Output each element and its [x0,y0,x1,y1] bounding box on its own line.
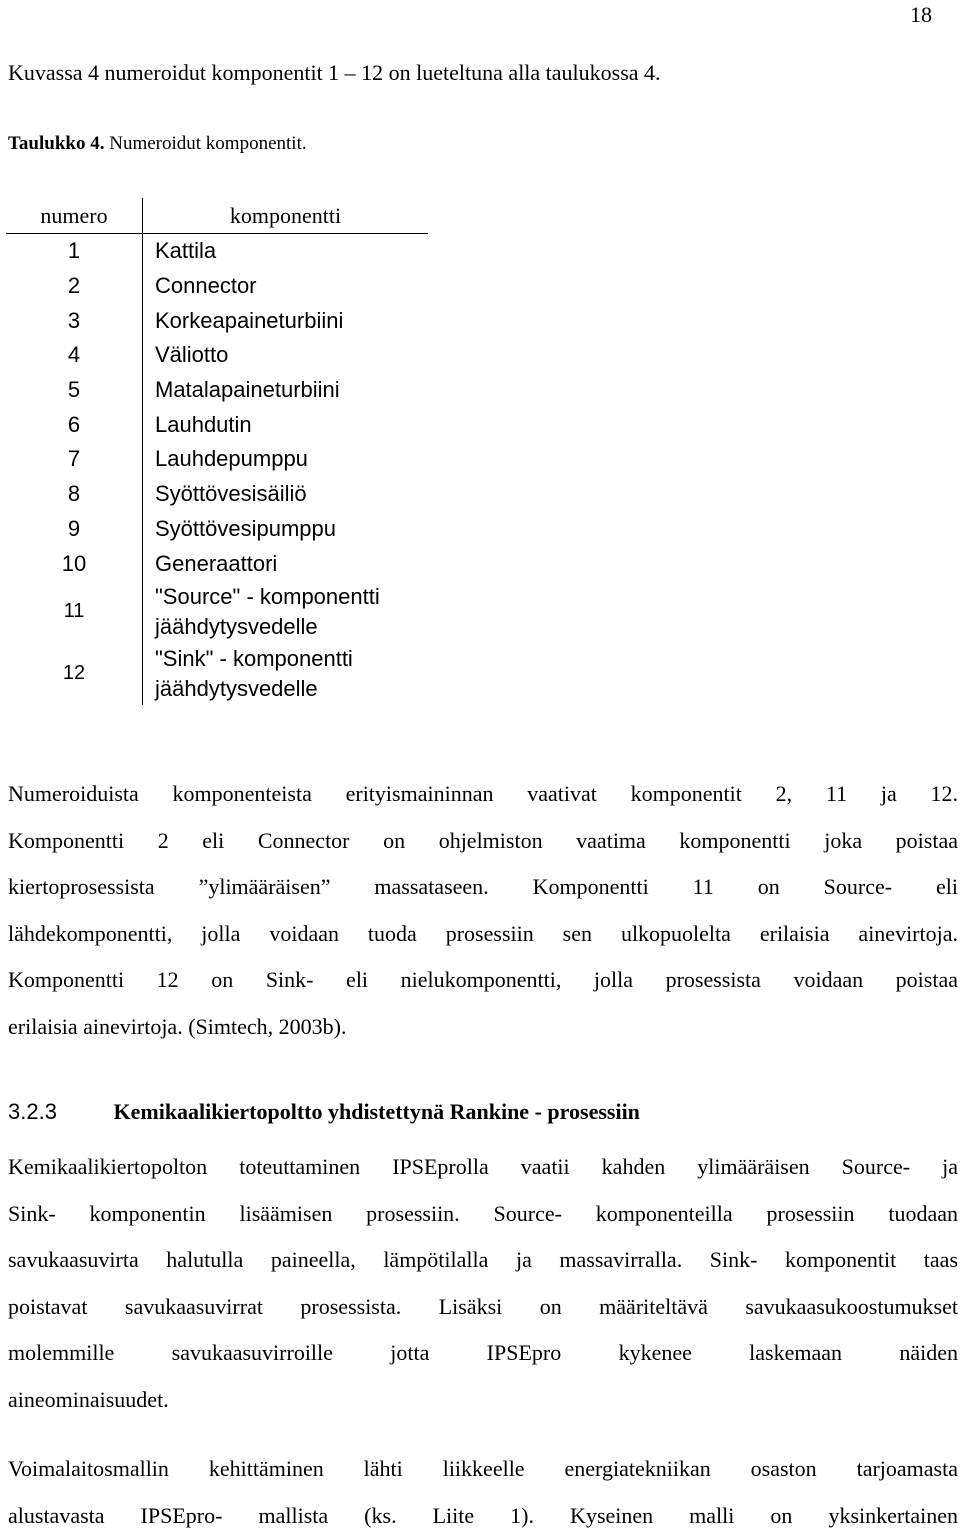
table-row [6,581,428,643]
row-number: 10 [6,551,142,577]
paragraph-line: Numeroiduista komponenteista erityismaininnan vaativat komponentit 2, 11 ja 12. [8,771,958,818]
row-number: 11 [6,600,142,623]
row-number: 7 [6,446,142,472]
row-number: 6 [6,412,142,438]
row-number: 4 [6,342,142,368]
paragraph-chemical-looping [8,1144,958,1423]
paragraph-line: savukaasuvirta halutulla paineella, lämpötilalla ja massavirralla. Sink- komponentit taas [8,1237,958,1284]
row-component: Kattila [142,234,428,269]
table-row [6,338,428,373]
table-caption [8,133,307,155]
table-caption-label: Taulukko 4. [8,133,104,154]
page-number: 18 [910,2,932,28]
section-title: Kemikaalikiertopoltto yhdistettynä Rankine - prosessiin [114,1099,640,1124]
row-component: Lauhdutin [142,407,428,442]
row-component-line: "Source" - komponentti [155,582,428,612]
row-component: Väliotto [142,338,428,373]
row-number: 5 [6,377,142,403]
row-number: 12 [6,662,142,685]
row-number: 1 [6,238,142,264]
paragraph-line: Kemikaalikiertopolton toteuttaminen IPSEprolla vaatii kahden ylimääräisen Source- ja [8,1144,958,1191]
section-heading [8,1099,640,1125]
row-component: Lauhdepumppu [142,442,428,477]
row-number: 2 [6,273,142,299]
row-component: Syöttövesipumppu [142,512,428,547]
row-component: Korkeapaineturbiini [142,303,428,338]
row-component-line: jäähdytysvedelle [155,674,428,704]
paragraph-line: aineominaisuudet. [8,1377,958,1424]
table-body [6,234,428,705]
row-component: Matalapaineturbiini [142,373,428,408]
table-row [6,303,428,338]
paragraph-line: molemmille savukaasuvirroille jotta IPSEpro kykenee laskemaan näiden [8,1330,958,1377]
row-component: Connector [142,269,428,304]
table-row [6,407,428,442]
paragraph-line: Komponentti 12 on Sink- eli nielukomponentti, jolla prosessista voidaan poistaa [8,957,958,1004]
table-row [6,643,428,705]
table-row [6,269,428,304]
row-number: 3 [6,308,142,334]
row-component [142,643,428,705]
paragraph-special-components [8,771,958,1050]
table-row [6,442,428,477]
components-table [6,198,428,705]
paragraph-power-plant-model [8,1446,958,1539]
paragraph-line: erilaisia ainevirtoja. (Simtech, 2003b). [8,1004,958,1051]
row-component-line: "Sink" - komponentti [155,644,428,674]
table-row [6,477,428,512]
paragraph-line: lähdekomponentti, jolla voidaan tuoda prosessiin sen ulkopuolelta erilaisia ainevirtoja. [8,911,958,958]
section-number: 3.2.3 [8,1099,108,1125]
intro-text: Kuvassa 4 numeroidut komponentit 1 – 12 on lueteltuna alla taulukossa 4. [8,60,661,86]
row-number: 8 [6,481,142,507]
header-number: numero [6,198,142,233]
row-component: Generaattori [142,546,428,581]
table-row [6,512,428,547]
paragraph-line: Komponentti 2 eli Connector on ohjelmiston vaatima komponentti joka poistaa [8,818,958,865]
table-row [6,546,428,581]
header-component: komponentti [142,198,428,234]
table-row [6,234,428,269]
paragraph-line: Sink- komponentin lisäämisen prosessiin. Source- komponenteilla prosessiin tuodaan [8,1191,958,1238]
row-component: Syöttövesisäiliö [142,477,428,512]
paragraph-line: alustavasta IPSEpro- mallista (ks. Liite 1). Kyseinen malli on yksinkertainen [8,1493,958,1539]
row-component-line: jäähdytysvedelle [155,612,428,642]
table-header-row [6,198,428,234]
paragraph-line: poistavat savukaasuvirrat prosessista. Lisäksi on määriteltävä savukaasukoostumukset [8,1284,958,1331]
row-number: 9 [6,516,142,542]
table-caption-text: Numeroidut komponentit. [109,133,306,154]
paragraph-line: Voimalaitosmallin kehittäminen lähti liikkeelle energiatekniikan osaston tarjoamasta [8,1446,958,1493]
paragraph-line: kiertoprosessista ”ylimääräisen” massataseen. Komponentti 11 on Source- eli [8,864,958,911]
table-row [6,373,428,408]
row-component [142,581,428,643]
